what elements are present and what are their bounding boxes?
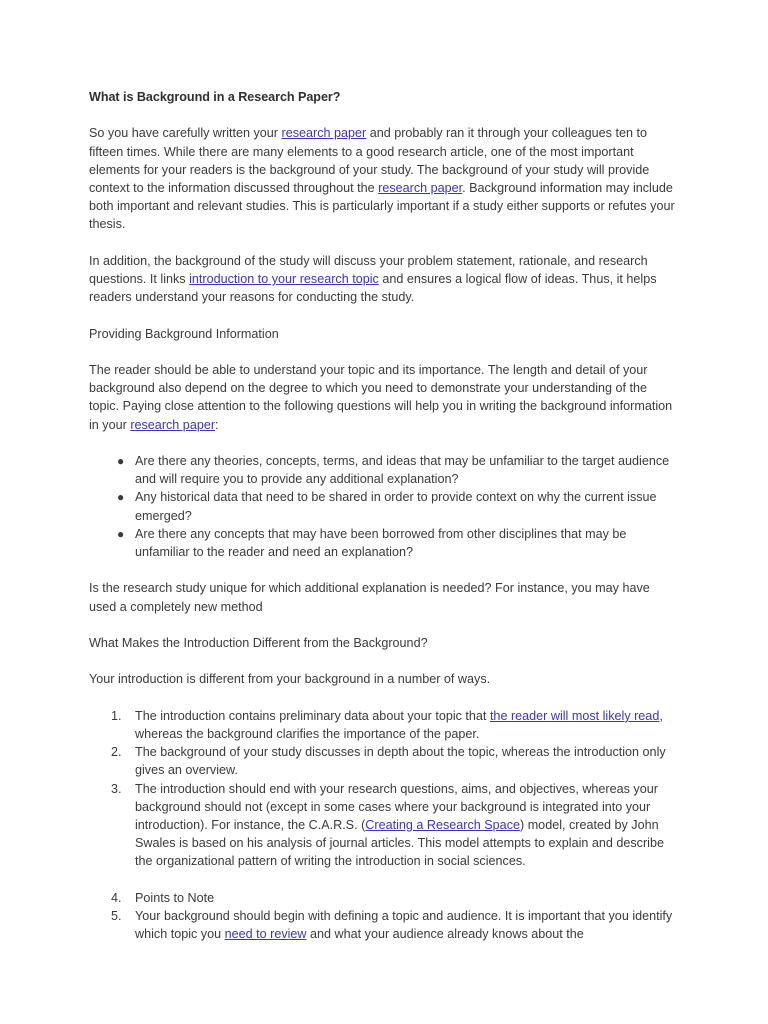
list-item-label: Are there any theories, concepts, terms, and ideas that may be unfamiliar to the target audience and will require you to provide any additional explanation? bbox=[135, 453, 670, 487]
list-item bbox=[89, 488, 678, 524]
paragraph-intro bbox=[89, 124, 678, 233]
paragraph-intro-text-1: So you have carefully written your bbox=[89, 126, 282, 141]
list-item-label: Are there any concepts that may have been borrowed from other disciplines that may be unfamiliar to the reader and need an explanation? bbox=[135, 526, 627, 559]
list-item bbox=[89, 743, 678, 779]
list-item-text-1: Points to Note bbox=[135, 890, 215, 905]
list-item-text-2: and what your audience already knows about the bbox=[306, 927, 584, 942]
bullet-list-questions bbox=[89, 452, 678, 561]
list-item bbox=[89, 707, 678, 743]
paragraph-reader-should-text-1: The reader should be able to understand your topic and its importance. The length and detail of your background also depend on the degree to which you need to demonstrate your understanding of the topic. Paying close attention to the following questions will help you in writing the background information in your bbox=[89, 362, 673, 432]
paragraph-intro-text-2: and probably ran it through your colleagues ten to fifteen times. While there are many elements to a good research article, one of the most important elements for your readers is the background of your study. The background of your study will provide context to the information discussed throughout the bbox=[89, 126, 650, 195]
list-item-text-2: ) model, created by John Swales is based on his analysis of journal articles. This model attempts to explain and describe the organizational pattern of writing the introduction in social sciences. bbox=[135, 817, 664, 869]
link-research-paper-1[interactable]: research paper bbox=[281, 126, 367, 141]
list-item bbox=[89, 452, 678, 488]
paragraph-in-addition-text-1: In addition, the background of the study will discuss your problem statement, rationale, and research questions. It links bbox=[89, 253, 648, 286]
list-item-text-1: Your background should begin with defining a topic and audience. It is important that you identify which topic you bbox=[135, 908, 673, 942]
list-item bbox=[89, 780, 678, 871]
link-introduction-to-research-topic[interactable]: introduction to your research topic bbox=[189, 272, 379, 286]
list-item-number: 3. bbox=[111, 781, 122, 796]
paragraph-research-study-unique: Is the research study unique for which additional explanation is needed? For instance, you may have used a completely new method bbox=[89, 581, 650, 614]
section-heading-what-makes-introduction-different: What Makes the Introduction Different from the Background? bbox=[89, 635, 428, 650]
list-item-number: 5. bbox=[111, 908, 122, 923]
list-item bbox=[89, 889, 678, 907]
list-item-number: 2. bbox=[111, 745, 122, 760]
link-research-paper-2[interactable]: research paper bbox=[378, 181, 463, 195]
document-body bbox=[89, 88, 678, 943]
list-item-text-2: , whereas the background clarifies the importance of the paper. bbox=[135, 708, 663, 741]
link-need-to-review[interactable]: need to review bbox=[224, 927, 307, 942]
list-item-text-1: The introduction should end with your research questions, aims, and objectives, whereas your background should not (except in some cases where your background is integrated into your introduction). For instance, the C.A.R.S. ( bbox=[135, 781, 658, 832]
list-item bbox=[89, 907, 678, 943]
link-reader-will-most-likely-read[interactable]: the reader will most likely read bbox=[489, 708, 660, 723]
link-research-paper-3[interactable]: research paper bbox=[130, 417, 216, 432]
section-heading-providing-background: Providing Background Information bbox=[89, 326, 279, 341]
list-item-label: Any historical data that need to be shared in order to provide context on why the current issue emerged? bbox=[135, 490, 657, 523]
list-item-number: 1. bbox=[111, 708, 122, 723]
paragraph-reader-should bbox=[89, 361, 678, 434]
numbered-list-differences bbox=[89, 707, 678, 944]
list-item-number: 4. bbox=[111, 890, 122, 905]
list-item-text-1: The introduction contains preliminary data about your topic that bbox=[135, 708, 490, 723]
paragraph-your-introduction-differs: Your introduction is different from your background in a number of ways. bbox=[89, 672, 491, 687]
paragraph-in-addition bbox=[89, 252, 678, 307]
page-title: What is Background in a Research Paper? bbox=[89, 90, 341, 104]
paragraph-in-addition-text-2: and ensures a logical flow of ideas. Thus, it helps readers understand your reasons for conducting the study. bbox=[89, 272, 657, 305]
link-creating-a-research-space[interactable]: Creating a Research Space bbox=[365, 817, 520, 832]
bullet-point-icon: ● bbox=[117, 453, 125, 468]
list-item-text-1: The background of your study discusses in depth about the topic, whereas the introduction only gives an overview. bbox=[135, 745, 666, 778]
paragraph-reader-should-text-2: : bbox=[215, 417, 219, 432]
bullet-point-icon: ● bbox=[117, 526, 125, 541]
bullet-point-icon: ● bbox=[117, 490, 125, 505]
list-item bbox=[89, 525, 678, 561]
paragraph-intro-text-3: . Background information may include both important and relevant studies. This is particularly important if a study either supports or refutes your thesis. bbox=[89, 181, 675, 232]
